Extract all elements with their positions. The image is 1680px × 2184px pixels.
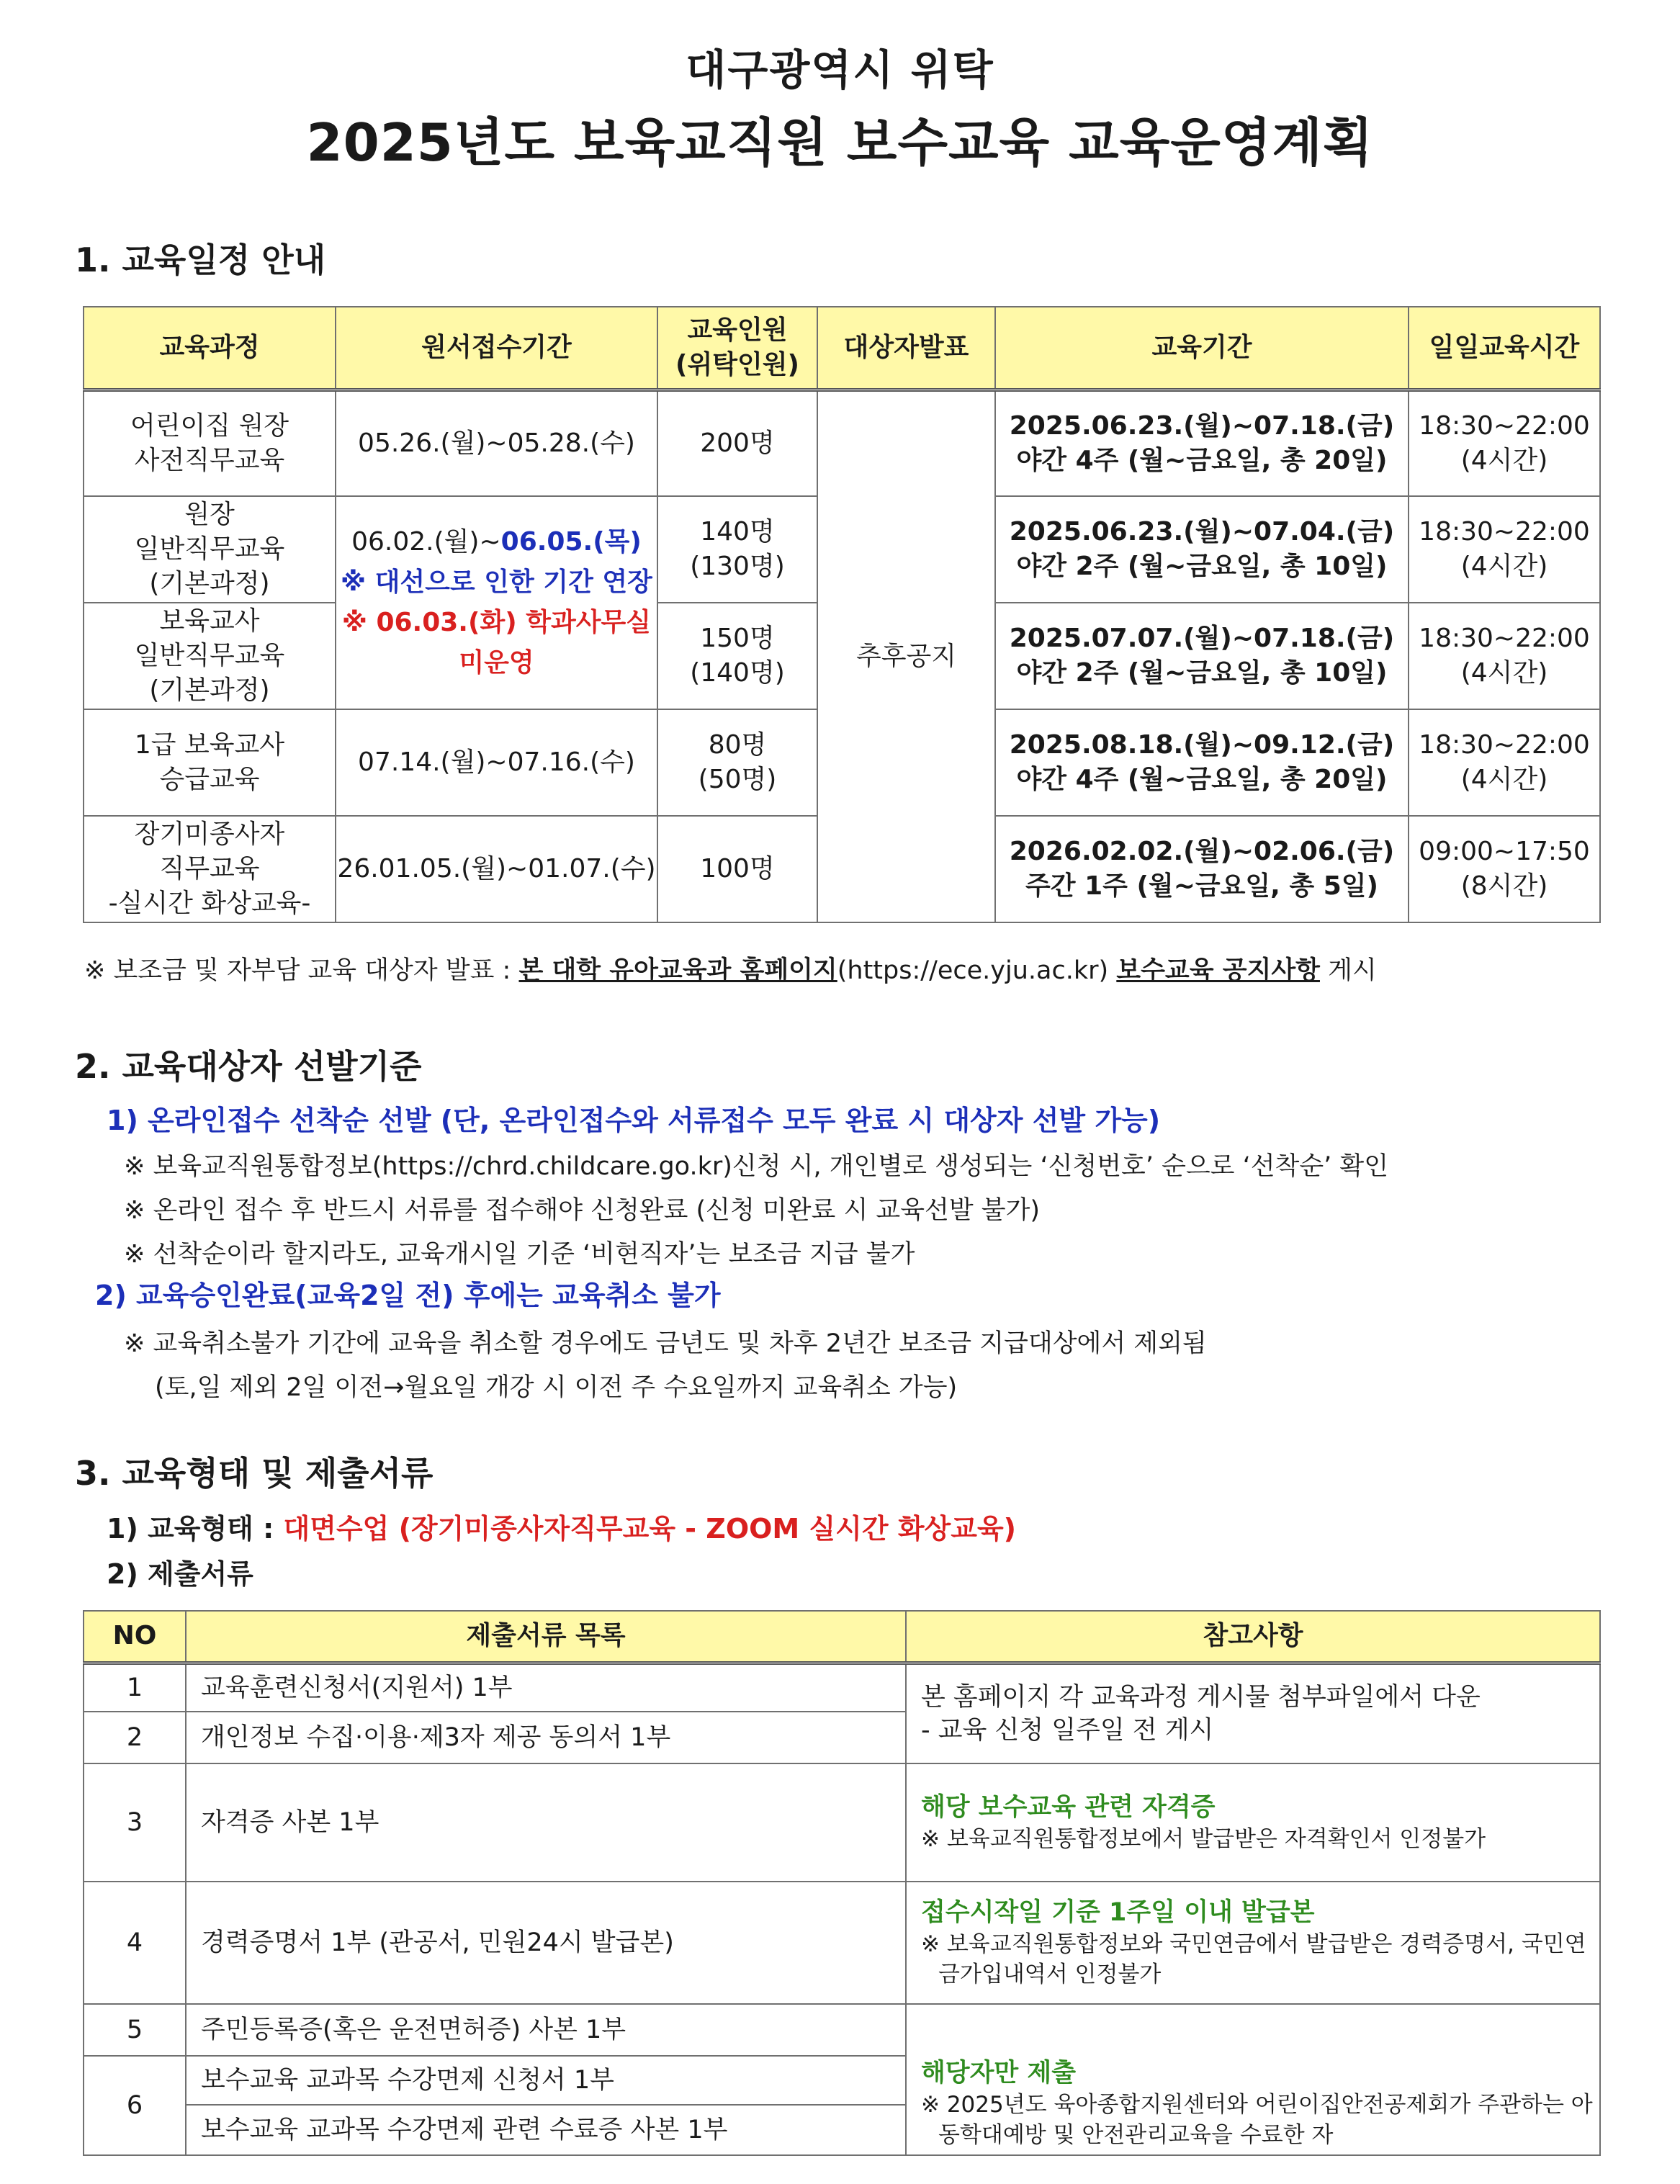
ref-cell: 본 홈페이지 각 교육과정 게시물 첨부파일에서 다운 - 교육 신청 일주일 전 게시 [906, 1663, 1600, 1763]
table-row [84, 1882, 1600, 2004]
period-cell: 05.26.(월)~05.28.(수) [336, 390, 657, 496]
period-cell: 26.01.05.(월)~01.07.(수) [336, 816, 657, 922]
no-cell: 2 [84, 1712, 186, 1763]
no-cell: 5 [84, 2004, 186, 2056]
course-cell: 장기미종사자 직무교육 -실시간 화상교육- [84, 816, 336, 922]
col-header-ref: 참고사항 [906, 1611, 1600, 1663]
people-cell: 150명 (140명) [657, 603, 817, 709]
doc-title: 2025년도 보육교직원 보수교육 교육운영계획 [306, 112, 1374, 173]
edu-form: 1) 교육형태 : 대면수업 (장기미종사자직무교육 - ZOOM 실시간 화상교육) [107, 1513, 1017, 1545]
no-cell: 4 [84, 1882, 186, 2004]
doc-cell: 보수교육 교과목 수강면제 신청서 1부 [186, 2056, 906, 2105]
dates-cell: 2025.08.18.(월)~09.12.(금) 야간 4주 (월~금요일, 총 20일) [995, 709, 1409, 816]
criteria-note: ※ 교육취소불가 기간에 교육을 취소할 경우에도 금년도 및 차후 2년간 보조금 지급대상에서 제외됨 [124, 1329, 1207, 1358]
no-cell: 1 [84, 1663, 186, 1712]
course-cell: 원장 일반직무교육 (기본과정) [84, 496, 336, 603]
section2-heading: 2. 교육대상자 선발기준 [75, 1047, 422, 1086]
hours-cell: 18:30~22:00 (4시간) [1409, 390, 1600, 496]
hours-cell: 18:30~22:00 (4시간) [1409, 496, 1600, 603]
col-header-doc: 제출서류 목록 [186, 1611, 906, 1663]
col-header-dates: 교육기간 [995, 307, 1409, 390]
course-cell: 어린이집 원장 사전직무교육 [84, 390, 336, 496]
table-row [84, 390, 1600, 496]
announce-footnote: ※ 보조금 및 자부담 교육 대상자 발표 : 본 대학 유아교육과 홈페이지(https://ece.yju.ac.kr) 보수교육 공지사항 게시 [84, 956, 1377, 985]
col-header-hours: 일일교육시간 [1409, 307, 1600, 390]
announce-cell: 추후공지 [817, 390, 995, 922]
dates-cell: 2025.07.07.(월)~07.18.(금) 야간 2주 (월~금요일, 총 10일) [995, 603, 1409, 709]
col-header-course: 교육과정 [84, 307, 336, 390]
no-cell: 3 [84, 1763, 186, 1882]
doc-cell: 자격증 사본 1부 [186, 1763, 906, 1882]
people-cell: 200명 [657, 390, 817, 496]
doc-cell: 주민등록증(혹은 운전면허증) 사본 1부 [186, 2004, 906, 2056]
course-cell: 1급 보육교사 승급교육 [84, 709, 336, 816]
hours-cell: 18:30~22:00 (4시간) [1409, 603, 1600, 709]
table-row [84, 1663, 1600, 1712]
col-header-period: 원서접수기간 [336, 307, 657, 390]
people-cell: 140명 (130명) [657, 496, 817, 603]
dates-cell: 2026.02.02.(월)~02.06.(금) 주간 1주 (월~금요일, 총 5일) [995, 816, 1409, 922]
doc-cell: 보수교육 교과목 수강면제 관련 수료증 사본 1부 [186, 2105, 906, 2155]
criteria-1: 1) 온라인접수 선착순 선발 (단, 온라인접수와 서류접수 모두 완료 시 대상자 선발 가능) [107, 1105, 1161, 1136]
criteria-note: ※ 선착순이라 할지라도, 교육개시일 기준 ‘비현직자’는 보조금 지급 불가 [124, 1240, 915, 1269]
dates-cell: 2025.06.23.(월)~07.18.(금) 야간 4주 (월~금요일, 총 20일) [995, 390, 1409, 496]
no-cell: 6 [84, 2056, 186, 2155]
criteria-note: ※ 보육교직원통합정보(https://chrd.childcare.go.kr)신청 시, 개인별로 생성되는 ‘신청번호’ 순으로 ‘선착순’ 확인 [124, 1152, 1389, 1181]
col-header-no: NO [84, 1611, 186, 1663]
people-cell: 80명 (50명) [657, 709, 817, 816]
period-merged-cell: 06.02.(월)~06.05.(목) ※ 대선으로 인한 기간 연장 ※ 06.03.(화) 학과사무실 미운영 [336, 496, 657, 709]
hours-cell: 18:30~22:00 (4시간) [1409, 709, 1600, 816]
course-cell: 보육교사 일반직무교육 (기본과정) [84, 603, 336, 709]
dates-cell: 2025.06.23.(월)~07.04.(금) 야간 2주 (월~금요일, 총 10일) [995, 496, 1409, 603]
doc-cell: 교육훈련신청서(지원서) 1부 [186, 1663, 906, 1712]
doc-supertitle: 대구광역시 위탁 [686, 45, 994, 94]
section3-heading: 3. 교육형태 및 제출서류 [75, 1454, 434, 1493]
col-header-announce: 대상자발표 [817, 307, 995, 390]
doc-cell: 개인정보 수집·이용·제3자 제공 동의서 1부 [186, 1712, 906, 1763]
documents-table [83, 1610, 1601, 2156]
hours-cell: 09:00~17:50 (8시간) [1409, 816, 1600, 922]
criteria-note: (토,일 제외 2일 이전→월요일 개강 시 이전 주 수요일까지 교육취소 가능) [155, 1373, 958, 1402]
ref-cell: 해당자만 제출 ※ 2025년도 육아종합지원센터와 어린이집안전공제회가 주관하는 아동학대예방 및 안전관리교육을 수료한 자 [906, 2004, 1600, 2155]
criteria-note: ※ 온라인 접수 후 반드시 서류를 접수해야 신청완료 (신청 미완료 시 교육선발 불가) [124, 1196, 1041, 1225]
schedule-table [83, 306, 1601, 923]
homepage-link[interactable]: 본 대학 유아교육과 홈페이지 [518, 956, 837, 985]
criteria-2: 2) 교육승인완료(교육2일 전) 후에는 교육취소 불가 [95, 1280, 721, 1311]
people-cell: 100명 [657, 816, 817, 922]
section1-heading: 1. 교육일정 안내 [75, 241, 326, 279]
period-cell: 07.14.(월)~07.16.(수) [336, 709, 657, 816]
table-row [84, 1763, 1600, 1882]
ref-cell: 접수시작일 기준 1주일 이내 발급본 ※ 보육교직원통합정보와 국민연금에서 발급받은 경력증명서, 국민연금가입내역서 인정불가 [906, 1882, 1600, 2004]
col-header-people: 교육인원 (위탁인원) [657, 307, 817, 390]
table-row [84, 2004, 1600, 2056]
docs-label: 2) 제출서류 [107, 1558, 253, 1590]
doc-cell: 경력증명서 1부 (관공서, 민원24시 발급본) [186, 1882, 906, 2004]
ref-cell: 해당 보수교육 관련 자격증 ※ 보육교직원통합정보에서 발급받은 자격확인서 인정불가 [906, 1763, 1600, 1882]
